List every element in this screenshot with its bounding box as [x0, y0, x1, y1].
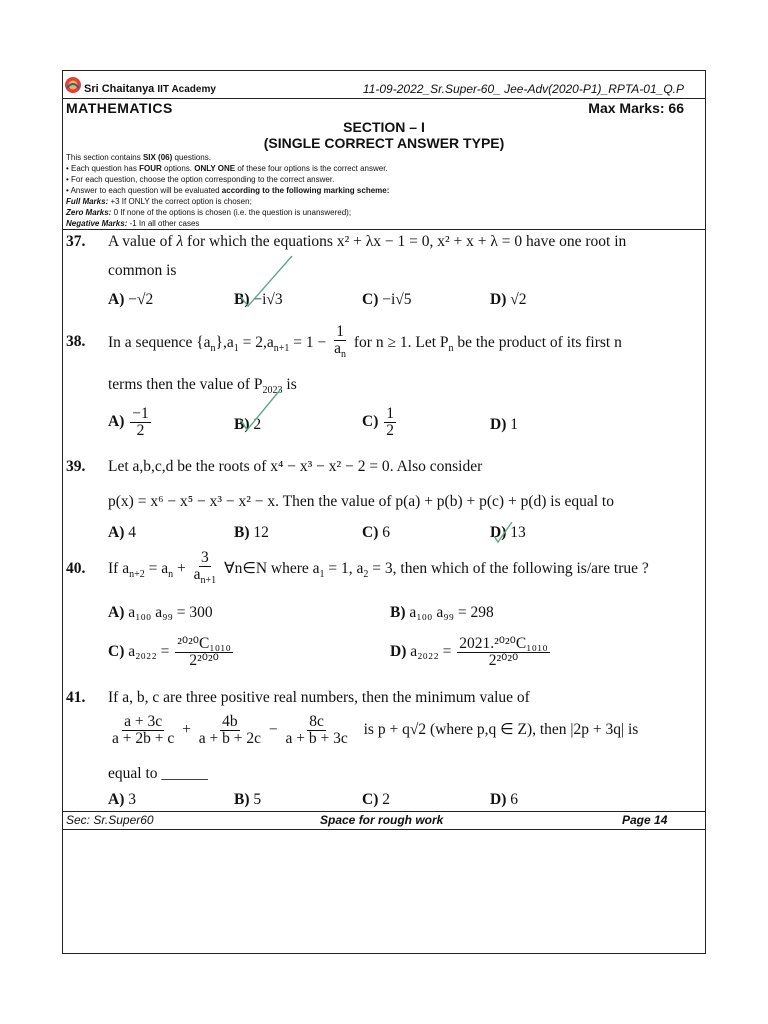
- q38-tick-mark-icon: [238, 386, 284, 436]
- q41-text: If a, b, c are three positive real numbers, then the minimum value of: [108, 689, 530, 706]
- q40-option-c[interactable]: C) a₂₀₂₂ = $\frac{\text{²⁰²⁰C₁₀₁₀}}{\text{2²⁰²⁰}}$: [108, 635, 231, 669]
- sri-chaitanya-logo-icon: [64, 76, 82, 94]
- q39-option-d[interactable]: D) 13: [490, 524, 526, 541]
- q39-text: Let a,b,c,d be the roots of x⁴ − x³ − x² − 2 = 0. Also consider: [108, 458, 483, 475]
- paper-code: 11-09-2022_Sr.Super-60_ Jee-Adv(2020-P1)_RPTA-01_Q.P: [362, 82, 684, 96]
- q39-tick-mark-icon: [492, 518, 516, 546]
- brand: [84, 83, 216, 95]
- q37-option-a[interactable]: A) −√2: [108, 291, 154, 308]
- instructions-divider: [62, 229, 706, 230]
- brand-name: Sri Chaitanya: [84, 83, 155, 95]
- footer-page-number: Page 14: [622, 813, 668, 827]
- footer-divider-top: [62, 811, 706, 812]
- max-marks: Max Marks: 66: [588, 100, 684, 116]
- q41-text-line3: equal to ______: [108, 765, 208, 782]
- header-divider: [62, 98, 706, 99]
- instructions: [66, 152, 389, 229]
- q39-option-b[interactable]: B) 12: [234, 524, 269, 541]
- q40-option-b[interactable]: B) a₁₀₀ a₉₉ = 298: [390, 604, 494, 621]
- footer-sec: Sec: Sr.Super60: [66, 813, 154, 827]
- q38-option-c[interactable]: C) $\frac{1}{2}$: [362, 405, 394, 439]
- q41-option-a[interactable]: A) 3: [108, 791, 136, 808]
- instruction-line-2: • Each question has FOUR options. ONLY ONE of these four options is the correct answer.: [66, 164, 388, 173]
- full-marks: Full Marks: +3 If ONLY the correct option is chosen;: [66, 197, 252, 206]
- q40-fraction: $\frac{3}{a_{n+1}}$: [193, 549, 217, 587]
- q40-number: 40.: [66, 560, 86, 577]
- q38-text: In a sequence $\{a_n\},a_1 = 2,a_{n+1} = 1$ − $\frac{1}{a_n}$ for n ≥ 1. Let $P_n$ be the product of its first n: [108, 324, 622, 363]
- q39-text-line2: p(x) = x⁶ − x⁵ − x³ − x² − x. Then the value of p(a) + p(b) + p(c) + p(d) is equal to: [108, 493, 614, 510]
- instruction-line-3: • For each question, choose the option corresponding to the correct answer.: [66, 175, 335, 184]
- q37-option-b[interactable]: B) −i√3: [234, 291, 283, 308]
- q41-option-d[interactable]: D) 6: [490, 791, 518, 808]
- q37-text: A value of λ for which the equations x² + λx − 1 = 0, x² + x + λ = 0 have one root in: [108, 233, 627, 250]
- q39-option-c[interactable]: C) 6: [362, 524, 390, 541]
- zero-marks: Zero Marks: 0 If none of the options is chosen (i.e. the question is unanswered);: [66, 208, 352, 217]
- q37-number: 37.: [66, 233, 86, 250]
- q38-option-b[interactable]: B) 2: [234, 416, 262, 433]
- brand-suffix: IIT Academy: [157, 84, 216, 95]
- footer-rough-work: Space for rough work: [320, 813, 444, 827]
- instruction-line-1: This section contains SIX (06) questions.: [66, 153, 211, 162]
- q37-option-c[interactable]: C) −i√5: [362, 291, 412, 308]
- q39-number: 39.: [66, 458, 86, 475]
- q41-option-c[interactable]: C) 2: [362, 791, 390, 808]
- q41-option-b[interactable]: B) 5: [234, 791, 262, 808]
- negative-marks: Negative Marks: -1 In all other cases: [66, 219, 200, 228]
- q40-option-d[interactable]: D) a₂₀₂₂ = $\frac{\text{2021.²⁰²⁰C₁₀₁₀}}{\text{2²⁰²⁰}}$: [390, 635, 548, 669]
- q41-number: 41.: [66, 689, 86, 706]
- q38-fraction: $\frac{1}{a_n}$: [334, 323, 347, 361]
- q38-option-a[interactable]: A) $\frac{-1}{2}$: [108, 405, 149, 439]
- instruction-line-4: • Answer to each question will be evaluated according to the following marking scheme:: [66, 186, 390, 195]
- q37-tick-mark-icon: [236, 252, 296, 312]
- subject-title: MATHEMATICS: [66, 100, 173, 116]
- q38-text-line2: terms then the value of $P_{2023}$ is: [108, 376, 297, 397]
- q37-text-line2: common is: [108, 262, 177, 279]
- q41-expression: $\frac{a + 3c}{a + 2b + c}$ + $\frac{4b}{a + b + 2c}$ − $\frac{8c}{a + b + 3c}$ is p + q√2 (where p,q ∈ Z), then |2p + 3q| is: [112, 713, 639, 747]
- section-subtitle: (SINGLE CORRECT ANSWER TYPE): [263, 135, 505, 151]
- footer-divider-bottom: [62, 829, 706, 830]
- section-title: SECTION – I: [343, 119, 425, 135]
- q38-number: 38.: [66, 333, 86, 350]
- q40-option-a[interactable]: A) a₁₀₀ a₉₉ = 300: [108, 604, 213, 621]
- q37-option-d[interactable]: D) √2: [490, 291, 527, 308]
- q39-option-a[interactable]: A) 4: [108, 524, 136, 541]
- q38-option-d[interactable]: D) 1: [490, 416, 518, 433]
- q40-text: If $a_{n+2} = a_n$ + $\frac{3}{a_{n+1}}$ ∀n∈N where $a_1 = 1$, $a_2 = 3$, then which of the following is/are true ?: [108, 550, 649, 589]
